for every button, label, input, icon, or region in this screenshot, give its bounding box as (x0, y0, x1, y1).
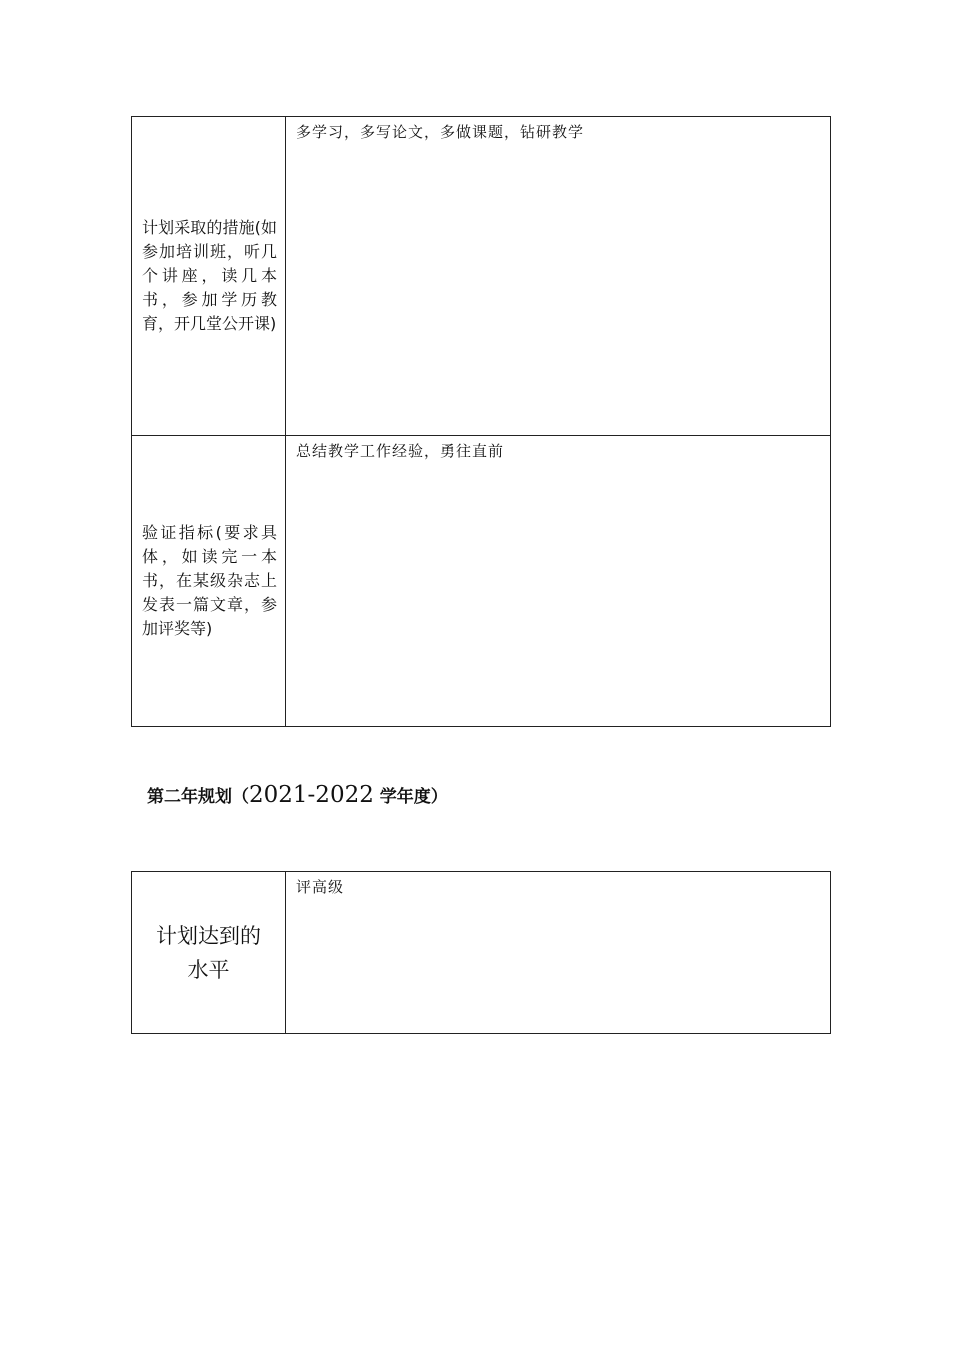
target-level-content-cell[interactable] (286, 872, 831, 1034)
section-heading-prefix: 第二年规划（ (147, 787, 249, 807)
table-row (132, 117, 831, 436)
target-level-label: 计划达到的水平 (156, 923, 261, 982)
plan-table-year-2 (131, 871, 831, 1034)
plan-table-year-1 (131, 116, 831, 727)
indicators-label-cell (132, 436, 286, 727)
indicators-content: 总结教学工作经验，勇往直前 (296, 442, 505, 460)
section-heading-suffix: 学年度） (379, 787, 448, 807)
target-level-label-cell (132, 872, 286, 1034)
section-heading-year-2 (147, 782, 448, 808)
measures-content-cell[interactable] (286, 117, 831, 436)
target-level-content: 评高级 (296, 878, 345, 896)
measures-label-cell (132, 117, 286, 436)
indicators-label: 验证指标(要求具体，如读完一本书，在某级杂志上发表一篇文章，参加评奖等) (142, 523, 277, 638)
measures-label: 计划采取的措施(如参加培训班，听几个讲座，读几本书，参加学历教育，开几堂公开课) (142, 218, 277, 333)
table-row (132, 436, 831, 727)
table-row (132, 872, 831, 1034)
indicators-content-cell[interactable] (286, 436, 831, 727)
section-heading-years: 2021-2022 (249, 782, 374, 808)
measures-content: 多学习，多写论文，多做课题，钻研教学 (296, 123, 585, 141)
